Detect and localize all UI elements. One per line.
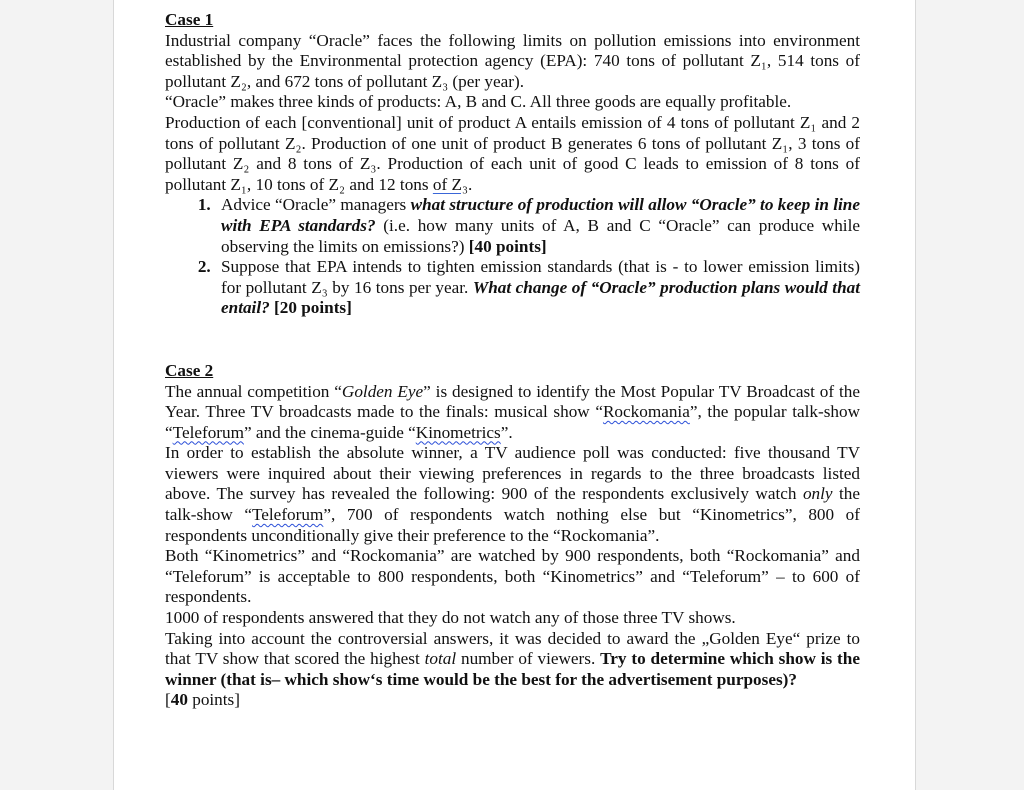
spellcheck-teleforum-2: Teleforum (251, 505, 324, 525)
case-2-paragraph-intro: The annual competition “Golden Eye” is designed to identify the Most Popular TV Broadcast of the Year. Three TV broadcasts made to the finals: musical show “Rockomania”, the popular talk-show “Teleforum” and the cinema-guide “Kinometrics”. (165, 381, 860, 442)
case-2-paragraph-overlaps: Both “Kinometrics” and “Rockomania” are watched by 900 respondents, both “Rockomania” and “Teleforum” is acceptable to 800 respondents, both “Kinometrics” and “Teleforum” – to 600 of respondents. (165, 546, 860, 607)
document-page (113, 0, 916, 790)
spellcheck-kinometrics: Kinometrics (415, 422, 501, 442)
case-1-questions (165, 195, 860, 319)
case-1-question-1: 1. Advice “Oracle” managers what structure of production will allow “Oracle” to keep in line with EPA standards? (i.e. how many units of A, B and C “Oracle” can produce while observing the limits on emissions?) [40 points] (215, 195, 860, 257)
spellcheck-rockomania: Rockomania (602, 402, 690, 422)
document-content (165, 10, 860, 711)
of-z3-link: of Z₃ (432, 174, 468, 194)
case-1-title: Case 1 (165, 10, 214, 29)
case-1-paragraph-limits: Industrial company “Oracle” faces the following limits on pollution emissions into environment established by the Environmental protection agency (EPA): 740 tons of pollutant Z₁, 514 tons of pollutant Z₂, and 672 tons of pollutant Z₃ (per year). (165, 30, 860, 91)
case-2-paragraph-survey: In order to establish the absolute winner, a TV audience poll was conducted: five thousand TV viewers were inquired about their viewing preferences in regards to the three broadcasts listed above. The survey has revealed the following: 900 of the respondents exclusively watch only the talk-show “Teleforum”, 700 of respondents watch nothing else but “Kinometrics”, 800 of respondents unconditionally give their preference to the “Rockomania”. (165, 443, 860, 545)
case-2-paragraph-none: 1000 of respondents answered that they do not watch any of those three TV shows. (165, 608, 736, 628)
spellcheck-teleforum: Teleforum (172, 422, 244, 442)
case-1-paragraph-emissions: Production of each [conventional] unit of product A entails emission of 4 tons of pollutant Z₁ and 2 tons of pollutant Z₂. Production of one unit of product B generates 6 tons of pollutant Z₁, 3 tons of pollutant Z₂ and 8 tons of Z₃. Production of each unit of good C leads to emission of 8 tons of pollutant Z₁, 10 tons of Z₂ and 12 tons of Z₃. (165, 112, 860, 194)
case-2-title: Case 2 (165, 360, 214, 380)
case-1-paragraph-products: “Oracle” makes three kinds of products: A, B and C. All three goods are equally profitable. (165, 92, 792, 112)
case-1-question-2: 2. Suppose that EPA intends to tighten emission standards (that is - to lower emission limits) for pollutant Z₃ by 16 tons per year. What change of “Oracle” production plans would that entail? [20 points] (215, 257, 860, 319)
case-2 (165, 361, 860, 711)
case-1 (165, 10, 860, 319)
case-2-paragraph-question: Taking into account the controversial answers, it was decided to award the „Golden Eye“ prize to that TV show that scored the highest total number of viewers. Try to determine which show is the winner (that is– which show‘s time would be the best for the advertisement purposes)? [40 points] (165, 628, 860, 710)
